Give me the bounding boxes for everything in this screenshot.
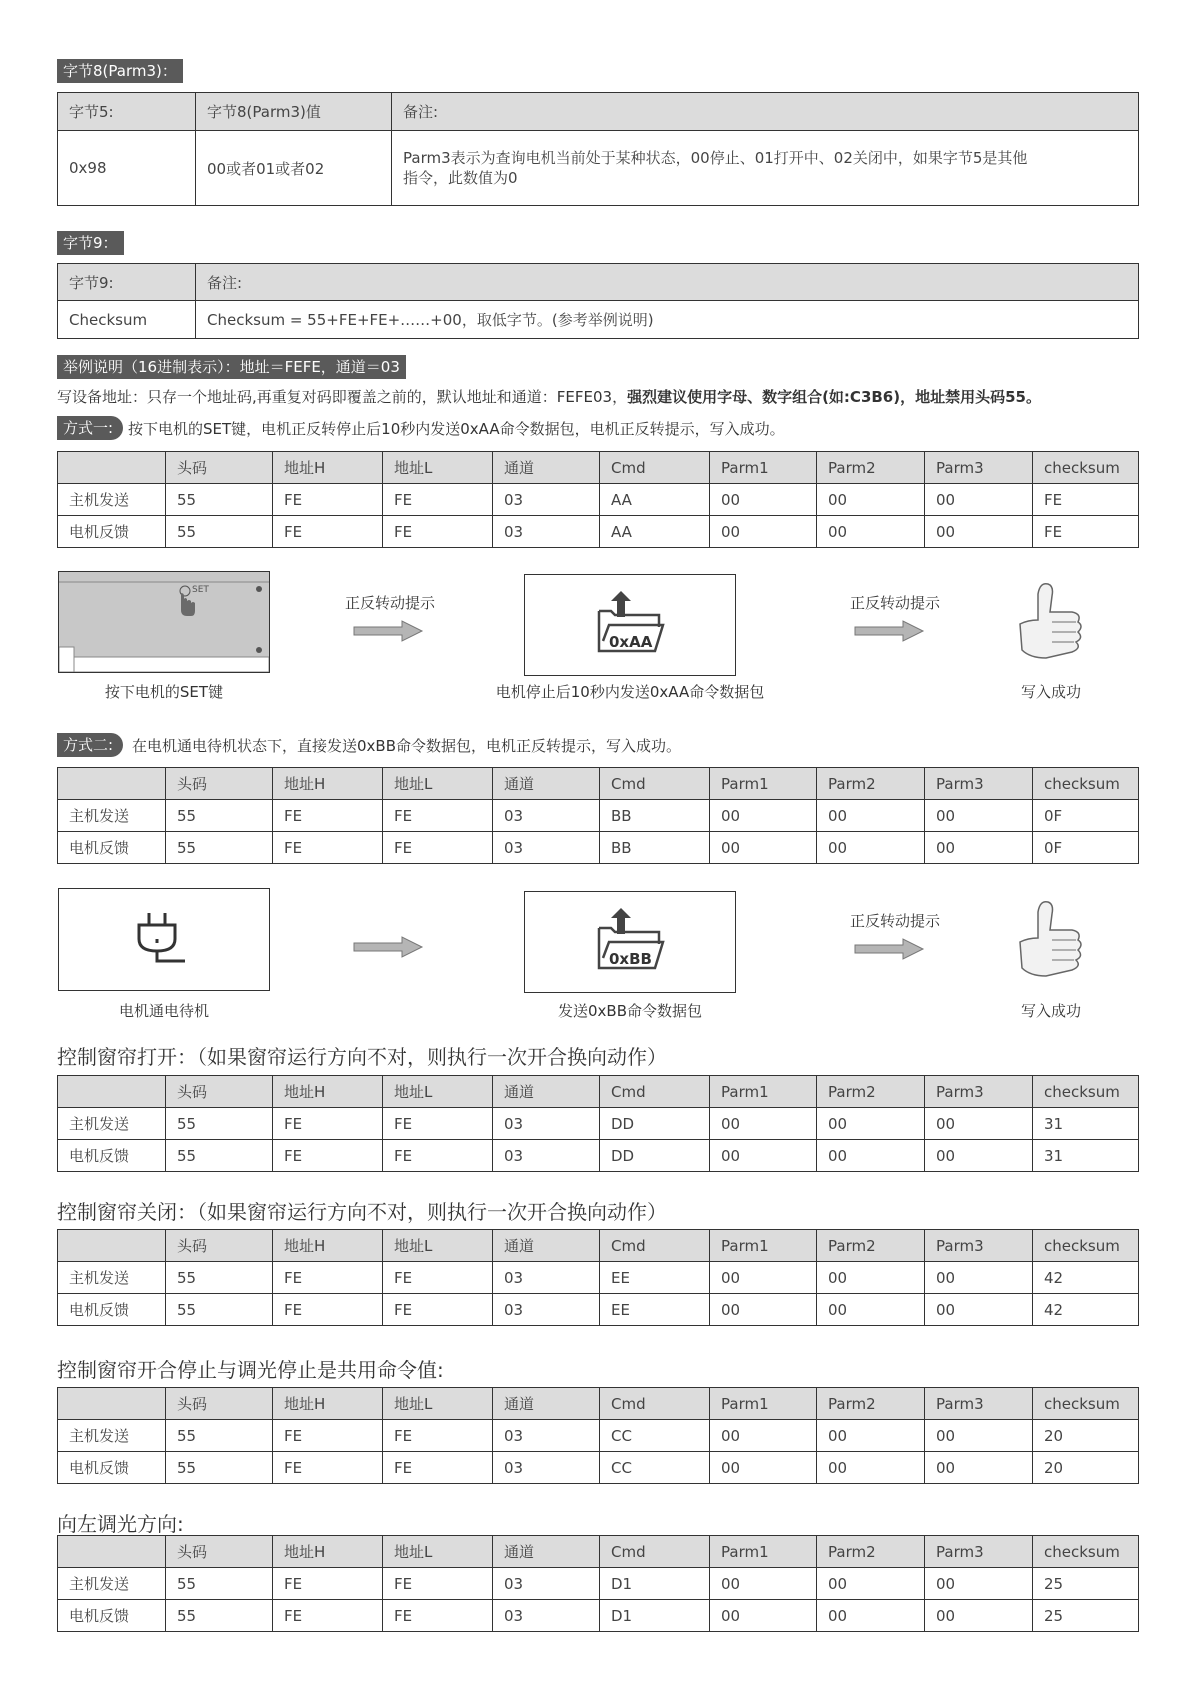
table-cell: 00 [925,1294,1033,1326]
table-cell: 主机发送 [58,1568,166,1600]
column-header: Parm1 [710,1536,817,1568]
table-row [58,1262,1139,1294]
column-header: 通道 [493,1388,600,1420]
table-cell: 25 [1033,1600,1139,1632]
power-plug-icon [135,909,195,973]
table-cell: 55 [166,1568,273,1600]
table-cell: 主机发送 [58,1262,166,1294]
table-cell: FE [273,516,383,548]
table-cell: 00 [710,800,817,832]
byte8-cell: 0x98 [58,131,196,206]
thumbs-up-icon [1016,580,1086,666]
byte8-header-cell: 字节8(Parm3)值 [196,93,392,131]
table-row [58,1568,1139,1600]
table-cell: DD [600,1108,710,1140]
m2-arrow2-label: 正反转动提示 [849,912,940,930]
table-row [58,1140,1139,1172]
table-cell: FE [273,1600,383,1632]
column-header: 通道 [493,1536,600,1568]
table-cell: 00 [817,484,925,516]
table-cell: DD [600,1140,710,1172]
power-box [58,888,270,991]
column-header: 通道 [493,452,600,484]
table-cell: FE [383,1568,493,1600]
column-header: 地址H [273,768,383,800]
table-cell: AA [600,484,710,516]
column-header: 头码 [166,768,273,800]
table-header-row [58,1230,1139,1262]
thumbs-up-icon [1016,898,1086,984]
table-row [58,1420,1139,1452]
close-title: 控制窗帘关闭：（如果窗帘运行方向不对，则执行一次开合换向动作） [57,1200,667,1224]
table-cell: 电机反馈 [58,1600,166,1632]
table-cell: 55 [166,1600,273,1632]
arrow-right-icon [853,619,925,643]
table-cell: 00 [710,1140,817,1172]
column-header: Parm1 [710,1230,817,1262]
example-desc-bold: 强烈建议使用字母、数字组合(如:C3B6)，地址禁用头码55。 [627,388,1041,406]
column-header: 通道 [493,768,600,800]
table-cell: 0F [1033,832,1139,864]
column-header: 头码 [166,1230,273,1262]
column-header: Parm2 [817,452,925,484]
table-cell: FE [383,800,493,832]
table-cell: 03 [493,1420,600,1452]
table-cell: 00 [925,800,1033,832]
column-header: 地址L [383,1076,493,1108]
column-header: 通道 [493,1076,600,1108]
column-header: 地址L [383,1536,493,1568]
byte9-table [57,263,1139,339]
table-cell: 主机发送 [58,484,166,516]
table-cell: 00 [817,1568,925,1600]
table-cell: FE [1033,516,1139,548]
column-header: 地址L [383,1230,493,1262]
left-title: 向左调光方向: [57,1512,184,1536]
table-header-row [58,1388,1139,1420]
table-row [58,1452,1139,1484]
table-cell: 00 [925,1420,1033,1452]
arrow2-label: 正反转动提示 [849,594,940,612]
table-cell: 00 [817,1294,925,1326]
byte8-remark-cell [392,131,1139,206]
table-cell: 00 [710,484,817,516]
byte9-cell: Checksum = 55+FE+FE+……+00，取低字节。(参考举例说明) [196,301,1139,339]
table-cell: CC [600,1420,710,1452]
table-row [58,1600,1139,1632]
table-cell: 55 [166,1262,273,1294]
example-title: 举例说明（16进制表示）：地址＝FEFE，通道＝03 [57,355,406,379]
table-cell: 20 [1033,1452,1139,1484]
table-cell: FE [383,516,493,548]
table-cell: 00 [925,1600,1033,1632]
motor-panel-illustration [59,572,269,672]
table-cell: 00 [817,1452,925,1484]
column-header: 头码 [166,1388,273,1420]
step2-caption: 电机停止后10秒内发送0xAA命令数据包 [495,683,765,701]
column-header: Parm2 [817,1388,925,1420]
table-cell: 03 [493,1568,600,1600]
step3-caption: 写入成功 [1020,683,1081,701]
column-header: 地址H [273,1388,383,1420]
table-cell: 00 [925,832,1033,864]
table-cell: 电机反馈 [58,516,166,548]
table-cell: 03 [493,516,600,548]
column-header: Parm2 [817,1230,925,1262]
table-row [58,484,1139,516]
column-header: Cmd [600,1076,710,1108]
byte9-title: 字节9： [57,231,124,255]
column-header: checksum [1033,1388,1139,1420]
open-title: 控制窗帘打开：（如果窗帘运行方向不对，则执行一次开合换向动作） [57,1045,667,1069]
column-header: Cmd [600,1230,710,1262]
table-cell: 00 [710,1294,817,1326]
table-cell: 0F [1033,800,1139,832]
set-label: SET [192,585,209,595]
table-row [58,1294,1139,1326]
table-cell: 00 [710,832,817,864]
column-header: Parm2 [817,1076,925,1108]
table-cell: FE [383,1452,493,1484]
method2-table [57,767,1139,864]
example-desc-normal: 写设备地址：只存一个地址码,再重复对码即覆盖之前的，默认地址和通道：FEFE03， [57,388,628,406]
table-cell: BB [600,832,710,864]
table-cell: FE [383,1108,493,1140]
table-cell: 00 [817,1262,925,1294]
arrow-right-icon [352,935,424,959]
column-header [58,1388,166,1420]
column-header: Parm2 [817,768,925,800]
table-row [58,832,1139,864]
byte9-header-cell: 字节9: [58,264,196,301]
byte8-title: 字节8(Parm3)： [57,59,183,83]
table-cell: FE [383,1420,493,1452]
column-header: checksum [1033,1076,1139,1108]
table-header-row [58,1536,1139,1568]
column-header: 地址H [273,1536,383,1568]
column-header: Cmd [600,1388,710,1420]
table-cell: 00 [925,516,1033,548]
table-cell: 00 [817,1600,925,1632]
table-cell: 00 [817,800,925,832]
table-cell: D1 [600,1600,710,1632]
column-header: Parm3 [925,1388,1033,1420]
column-header: Cmd [600,452,710,484]
table-header-row [58,768,1139,800]
table-cell: AA [600,516,710,548]
table-cell: 55 [166,1420,273,1452]
table-cell: 主机发送 [58,1108,166,1140]
column-header [58,1076,166,1108]
table-cell: 00 [710,1262,817,1294]
table-cell: 03 [493,1108,600,1140]
table-cell: FE [273,1420,383,1452]
column-header: Parm1 [710,1388,817,1420]
table-cell: 55 [166,1452,273,1484]
table-cell: BB [600,800,710,832]
column-header: Parm1 [710,452,817,484]
column-header: Parm3 [925,1536,1033,1568]
table-cell: 03 [493,1600,600,1632]
table-cell: FE [273,1140,383,1172]
table-cell: 00 [925,1452,1033,1484]
column-header: Cmd [600,768,710,800]
table-header-row [58,1076,1139,1108]
example-description [57,386,1041,407]
table-cell: FE [273,1294,383,1326]
table-cell: 03 [493,800,600,832]
table-cell: FE [1033,484,1139,516]
table-cell: FE [383,1140,493,1172]
column-header: 头码 [166,1536,273,1568]
table-cell: 03 [493,484,600,516]
stop-title: 控制窗帘开合停止与调光停止是共用命令值: [57,1358,444,1382]
column-header: Parm3 [925,452,1033,484]
column-header: 地址L [383,768,493,800]
table-cell: 00 [817,1108,925,1140]
byte8-header-cell: 备注: [392,93,1139,131]
table-cell: FE [273,832,383,864]
packet-bb-label: 0xBB [609,950,652,968]
table-cell: 主机发送 [58,1420,166,1452]
table-cell: D1 [600,1568,710,1600]
table-cell: 31 [1033,1108,1139,1140]
table-cell: 00 [925,1108,1033,1140]
table-cell: 00 [925,484,1033,516]
column-header: Cmd [600,1536,710,1568]
column-header: 地址H [273,1076,383,1108]
table-cell: 00 [710,1568,817,1600]
table-cell: FE [273,800,383,832]
byte9-cell: Checksum [58,301,196,339]
table-cell: 55 [166,1294,273,1326]
table-row [58,800,1139,832]
column-header: 地址H [273,1230,383,1262]
table-cell: 00 [710,1452,817,1484]
byte8-cell: 00或者01或者02 [196,131,392,206]
table-cell: CC [600,1452,710,1484]
table-cell: 55 [166,832,273,864]
table-cell: 00 [710,1420,817,1452]
table-cell: 主机发送 [58,800,166,832]
arrow-right-icon [853,937,925,961]
column-header [58,768,166,800]
table-cell: 42 [1033,1294,1139,1326]
column-header [58,1536,166,1568]
column-header: Parm3 [925,768,1033,800]
column-header: Parm1 [710,1076,817,1108]
left-table [57,1535,1139,1632]
table-cell: 电机反馈 [58,1294,166,1326]
m2-step1-caption: 电机通电待机 [118,1002,209,1020]
table-cell: 电机反馈 [58,832,166,864]
table-cell: 00 [710,516,817,548]
m2-step2-caption: 发送0xBB命令数据包 [557,1002,702,1020]
table-header-row [58,452,1139,484]
column-header [58,452,166,484]
table-cell: 00 [925,1140,1033,1172]
table-cell: 00 [817,516,925,548]
byte8-header-cell: 字节5: [58,93,196,131]
table-cell: EE [600,1262,710,1294]
table-cell: 55 [166,1108,273,1140]
column-header: 头码 [166,452,273,484]
table-cell: FE [273,1568,383,1600]
column-header: checksum [1033,1230,1139,1262]
column-header: 通道 [493,1230,600,1262]
table-row [58,516,1139,548]
arrow1-label: 正反转动提示 [344,594,435,612]
open-table [57,1075,1139,1172]
byte8-remark-line2: 指令，此数值为0 [403,169,518,187]
table-cell: 00 [925,1262,1033,1294]
m2-step3-caption: 写入成功 [1020,1002,1081,1020]
table-cell: EE [600,1294,710,1326]
byte8-table [57,92,1139,206]
table-cell: 03 [493,1452,600,1484]
table-cell: 55 [166,484,273,516]
column-header: Parm3 [925,1230,1033,1262]
table-cell: 03 [493,1294,600,1326]
table-cell: 00 [710,1108,817,1140]
table-cell: FE [383,1262,493,1294]
column-header: 地址H [273,452,383,484]
table-cell: 31 [1033,1140,1139,1172]
table-cell: 55 [166,800,273,832]
table-cell: FE [273,1108,383,1140]
table-cell: 电机反馈 [58,1452,166,1484]
column-header: checksum [1033,1536,1139,1568]
step1-caption: 按下电机的SET键 [104,683,224,701]
column-header: checksum [1033,452,1139,484]
table-cell: 00 [925,1568,1033,1600]
table-cell: 55 [166,516,273,548]
table-cell: 03 [493,832,600,864]
stop-table [57,1387,1139,1484]
column-header: 地址L [383,452,493,484]
method1-tag: 方式一: [57,416,123,440]
method2-tag: 方式二: [57,733,123,757]
table-cell: FE [383,1600,493,1632]
table-cell: FE [273,484,383,516]
table-cell: FE [383,484,493,516]
table-row [58,1108,1139,1140]
column-header [58,1230,166,1262]
set-key-panel [58,571,270,673]
table-cell: 25 [1033,1568,1139,1600]
method1-table [57,451,1139,548]
table-cell: FE [383,832,493,864]
table-cell: 电机反馈 [58,1140,166,1172]
table-cell: 03 [493,1262,600,1294]
table-cell: FE [273,1452,383,1484]
packet-bb-box [524,891,736,993]
packet-aa-label: 0xAA [609,633,653,651]
table-cell: 42 [1033,1262,1139,1294]
method1-text: 按下电机的SET键，电机正反转停止后10秒内发送0xAA命令数据包，电机正反转提示，写入成功。 [128,420,785,438]
column-header: Parm1 [710,768,817,800]
column-header: checksum [1033,768,1139,800]
table-cell: 55 [166,1140,273,1172]
arrow-right-icon [352,619,424,643]
table-cell: 00 [817,1420,925,1452]
byte9-header-cell: 备注: [196,264,1139,301]
table-cell: 00 [710,1600,817,1632]
table-cell: 00 [817,1140,925,1172]
table-cell: FE [273,1262,383,1294]
column-header: Parm3 [925,1076,1033,1108]
column-header: 地址L [383,1388,493,1420]
table-cell: 20 [1033,1420,1139,1452]
table-cell: 03 [493,1140,600,1172]
table-cell: 00 [817,832,925,864]
byte8-remark-line1: Parm3表示为查询电机当前处于某种状态，00停止、01打开中、02关闭中，如果字节5是其他 [403,149,1028,167]
column-header: Parm2 [817,1536,925,1568]
method2-text: 在电机通电待机状态下，直接发送0xBB命令数据包，电机正反转提示，写入成功。 [132,737,682,755]
close-table [57,1229,1139,1326]
column-header: 头码 [166,1076,273,1108]
table-cell: FE [383,1294,493,1326]
packet-aa-box [524,574,736,676]
